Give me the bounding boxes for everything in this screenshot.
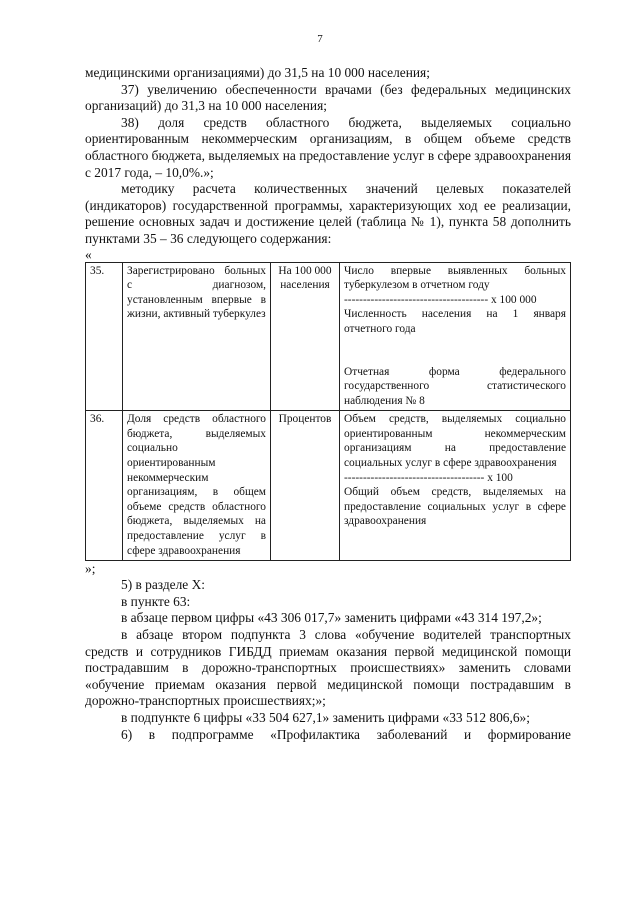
calculation-method xyxy=(340,411,571,561)
paragraph: в абзаце втором подпункта 3 слова «обучение водителей транспортных средств и сотрудников ГИБДД приемам оказания первой медицинской помощи пострадавшим в дорожно-транспортных происшествиях» заменить словами «обучение приемам оказания первой медицинской помощи пострадавшим в дорожно-транспортных происшествиях;»; xyxy=(85,627,571,709)
unit-of-measure: Процентов xyxy=(271,411,340,561)
calculation-method xyxy=(340,262,571,411)
indicator-name: Доля средств областного бюджета, выделяемых социально ориентированным некоммерческим организациям, в общем объеме средств областного бюджета, выделяемых на предоставление услуг в сфере здравоохранения xyxy=(123,411,271,561)
close-quote: »; xyxy=(85,561,96,577)
data-source: Отчетная форма федерального государственного статистического наблюдения № 8 xyxy=(344,365,566,407)
formula-denominator: Общий объем средств, выделяемых на предоставление социальных услуг в сфере здравоохранения xyxy=(344,486,566,528)
table-row xyxy=(86,262,571,411)
table-row xyxy=(86,411,571,561)
indicator-table xyxy=(85,262,571,562)
open-quote: « xyxy=(85,246,92,262)
row-number: 35. xyxy=(86,262,123,411)
paragraph: 5) в разделе X: xyxy=(121,577,205,593)
page-number: 7 xyxy=(317,33,323,45)
paragraph: 6) в подпрограмме «Профилактика заболеваний и формирование xyxy=(121,726,571,742)
paragraph: медицинскими организациями) до 31,5 на 10 000 населения; xyxy=(85,65,430,80)
formula-denominator: Численность населения на 1 января отчетного года xyxy=(344,308,566,335)
row-number: 36. xyxy=(86,411,123,561)
unit-of-measure: На 100 000 населения xyxy=(271,262,340,411)
formula-multiplier: ------------------------------------- х 100 xyxy=(344,471,513,484)
paragraph: 37) увеличению обеспеченности врачами (без федеральных медицинских организаций) до 31,3 на 10 000 населения; xyxy=(85,81,571,114)
paragraph: в подпункте 6 цифры «33 504 627,1» заменить цифрами «33 512 806,6»; xyxy=(121,709,530,725)
paragraph: методику расчета количественных значений целевых показателей (индикаторов) государственной программы, характеризующих ход ее реализации, решение основных задач и достижение целей (таблица № 1), пункта 58 дополнить пунктами 35 – 36 следующего содержания: xyxy=(85,181,571,246)
paragraph: 38) доля средств областного бюджета, выделяемых социально ориентированным некоммерческим организациям, в общем объеме средств областного бюджета, выделяемых на предоставление услуг в сфере здравоохранения с 2017 года, – 10,0%.»; xyxy=(85,114,571,180)
formula-multiplier: -------------------------------------- х 100 000 xyxy=(344,293,537,306)
paragraph: в пункте 63: xyxy=(121,593,191,609)
document-body xyxy=(85,65,571,743)
formula-numerator: Число впервые выявленных больных туберкулезом в отчетном году xyxy=(344,264,566,292)
indicator-name: Зарегистрировано больных с диагнозом, установленным впервые в жизни, активный туберкулез xyxy=(123,262,271,411)
formula-numerator: Объем средств, выделяемых социально ориентированным некоммерческим организациям на предоставление социальных услуг в сфере здравоохранения xyxy=(344,413,566,470)
paragraph: в абзаце первом цифры «43 306 017,7» заменить цифрами «43 314 197,2»; xyxy=(121,610,542,626)
